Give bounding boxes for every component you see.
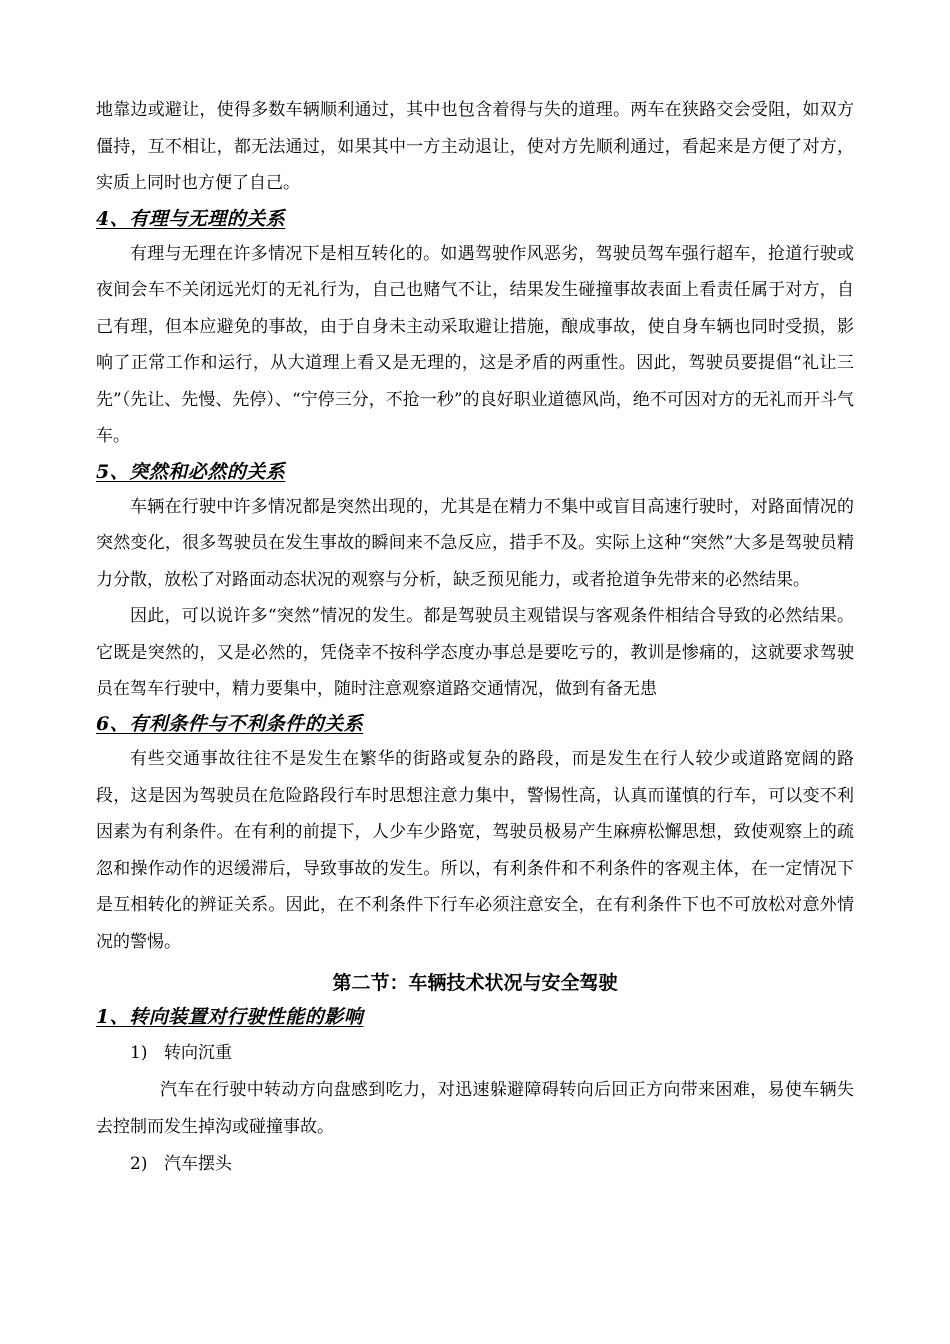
list-number: 2): [130, 1154, 148, 1174]
list-number: 1): [130, 1043, 148, 1063]
paragraph-reason-unreason: 有理与无理在许多情况下是相互转化的。如遇驾驶作风恶劣，驾驶员驾车强行超车，抢道行驶或夜间会车不关闭远光灯的无礼行为，自己也赌气不让，结果发生碰撞事故表面上看责任属于对方，自己有理，但本应避免的事故，由于自身未主动采取避让措施，酿成事故，使自身车辆也同时受损，影响了正常工作和运行，从大道理上看又是无理的，这是矛盾的两重性。因此，驾驶员要提倡“礼让三先”（先让、先慢、先停）、“宁停三分，不抢一秒”的良好职业道德风尚，绝不可因对方的无礼而开斗气车。: [96, 243, 854, 446]
section-title-vehicle-condition: 第二节：车辆技术状况与安全驾驶: [332, 972, 618, 994]
list-label: 汽车摆头: [164, 1154, 232, 1174]
list-item-vehicle-shimmy: [96, 1145, 854, 1183]
paragraph-sudden-inevitable-1: 车辆在行驶中许多情况都是突然出现的，尤其是在精力不集中或盲目高速行驶时，对路面情况的突然变化，很多驾驶员在发生事故的瞬间来不急反应，措手不及。实际上这种“突然”大多是驾驶员精力分散，放松了对路面动态状况的观察与分析，缺乏预见能力，或者抢道争先带来的必然结果。: [96, 496, 854, 590]
list-item-heavy-steering: [96, 1034, 854, 1072]
heading-favorable-unfavorable: 6、有利条件与不利条件的关系: [96, 713, 364, 735]
heading-sudden-inevitable: 5、突然和必然的关系: [96, 460, 286, 483]
paragraph-yield-continuation: 地靠边或避让，使得多数车辆顺利通过，其中也包含着得与失的道理。两车在狭路交会受阻，如双方僵持，互不相让，都无法通过，如果其中一方主动退让，使对方先顺利通过，看起来是方便了对方，实质上同时也方便了自己。: [96, 100, 854, 193]
heading-steering-device: 1、转向装置对行驶性能的影响: [96, 1006, 364, 1028]
paragraph-sudden-inevitable-2: 因此，可以说许多“突然”情况的发生。都是驾驶员主观错误与客观条件相结合导致的必然结果。它既是突然的，又是必然的，凭侥幸不按科学态度办事总是要吃亏的，教训是惨痛的，这就要求驾驶员在驾车行驶中，精力要集中，随时注意观察道路交通情况，做到有备无患: [96, 606, 854, 699]
paragraph-heavy-steering: 汽车在行驶中转动方向盘感到吃力，对迅速躲避障碍转向后回正方向带来困难，易使车辆失去控制而发生掉沟或碰撞事故。: [96, 1080, 854, 1137]
list-label: 转向沉重: [164, 1043, 232, 1063]
heading-reason-unreason: 4、有理与无理的关系: [96, 207, 286, 230]
document-page: [96, 92, 854, 1183]
paragraph-favorable-unfavorable: 有些交通事故往往不是发生在繁华的街路或复杂的路段，而是发生在行人较少或道路宽阔的路段，这是因为驾驶员在危险路段行车时思想注意力集中，警惕性高，认真而谨慎的行车，可以变不利因素为有利条件。在有利的前提下，人少车少路宽，驾驶员极易产生麻痹松懈思想，致使观察上的疏忽和操作动作的迟缓滞后，导致事故的发生。所以，有利条件和不利条件的客观主体，在一定情况下是互相转化的辨证关系。因此，在不利条件下行车必须注意安全，在有利条件下也不可放松对意外情况的警惕。: [96, 749, 854, 952]
